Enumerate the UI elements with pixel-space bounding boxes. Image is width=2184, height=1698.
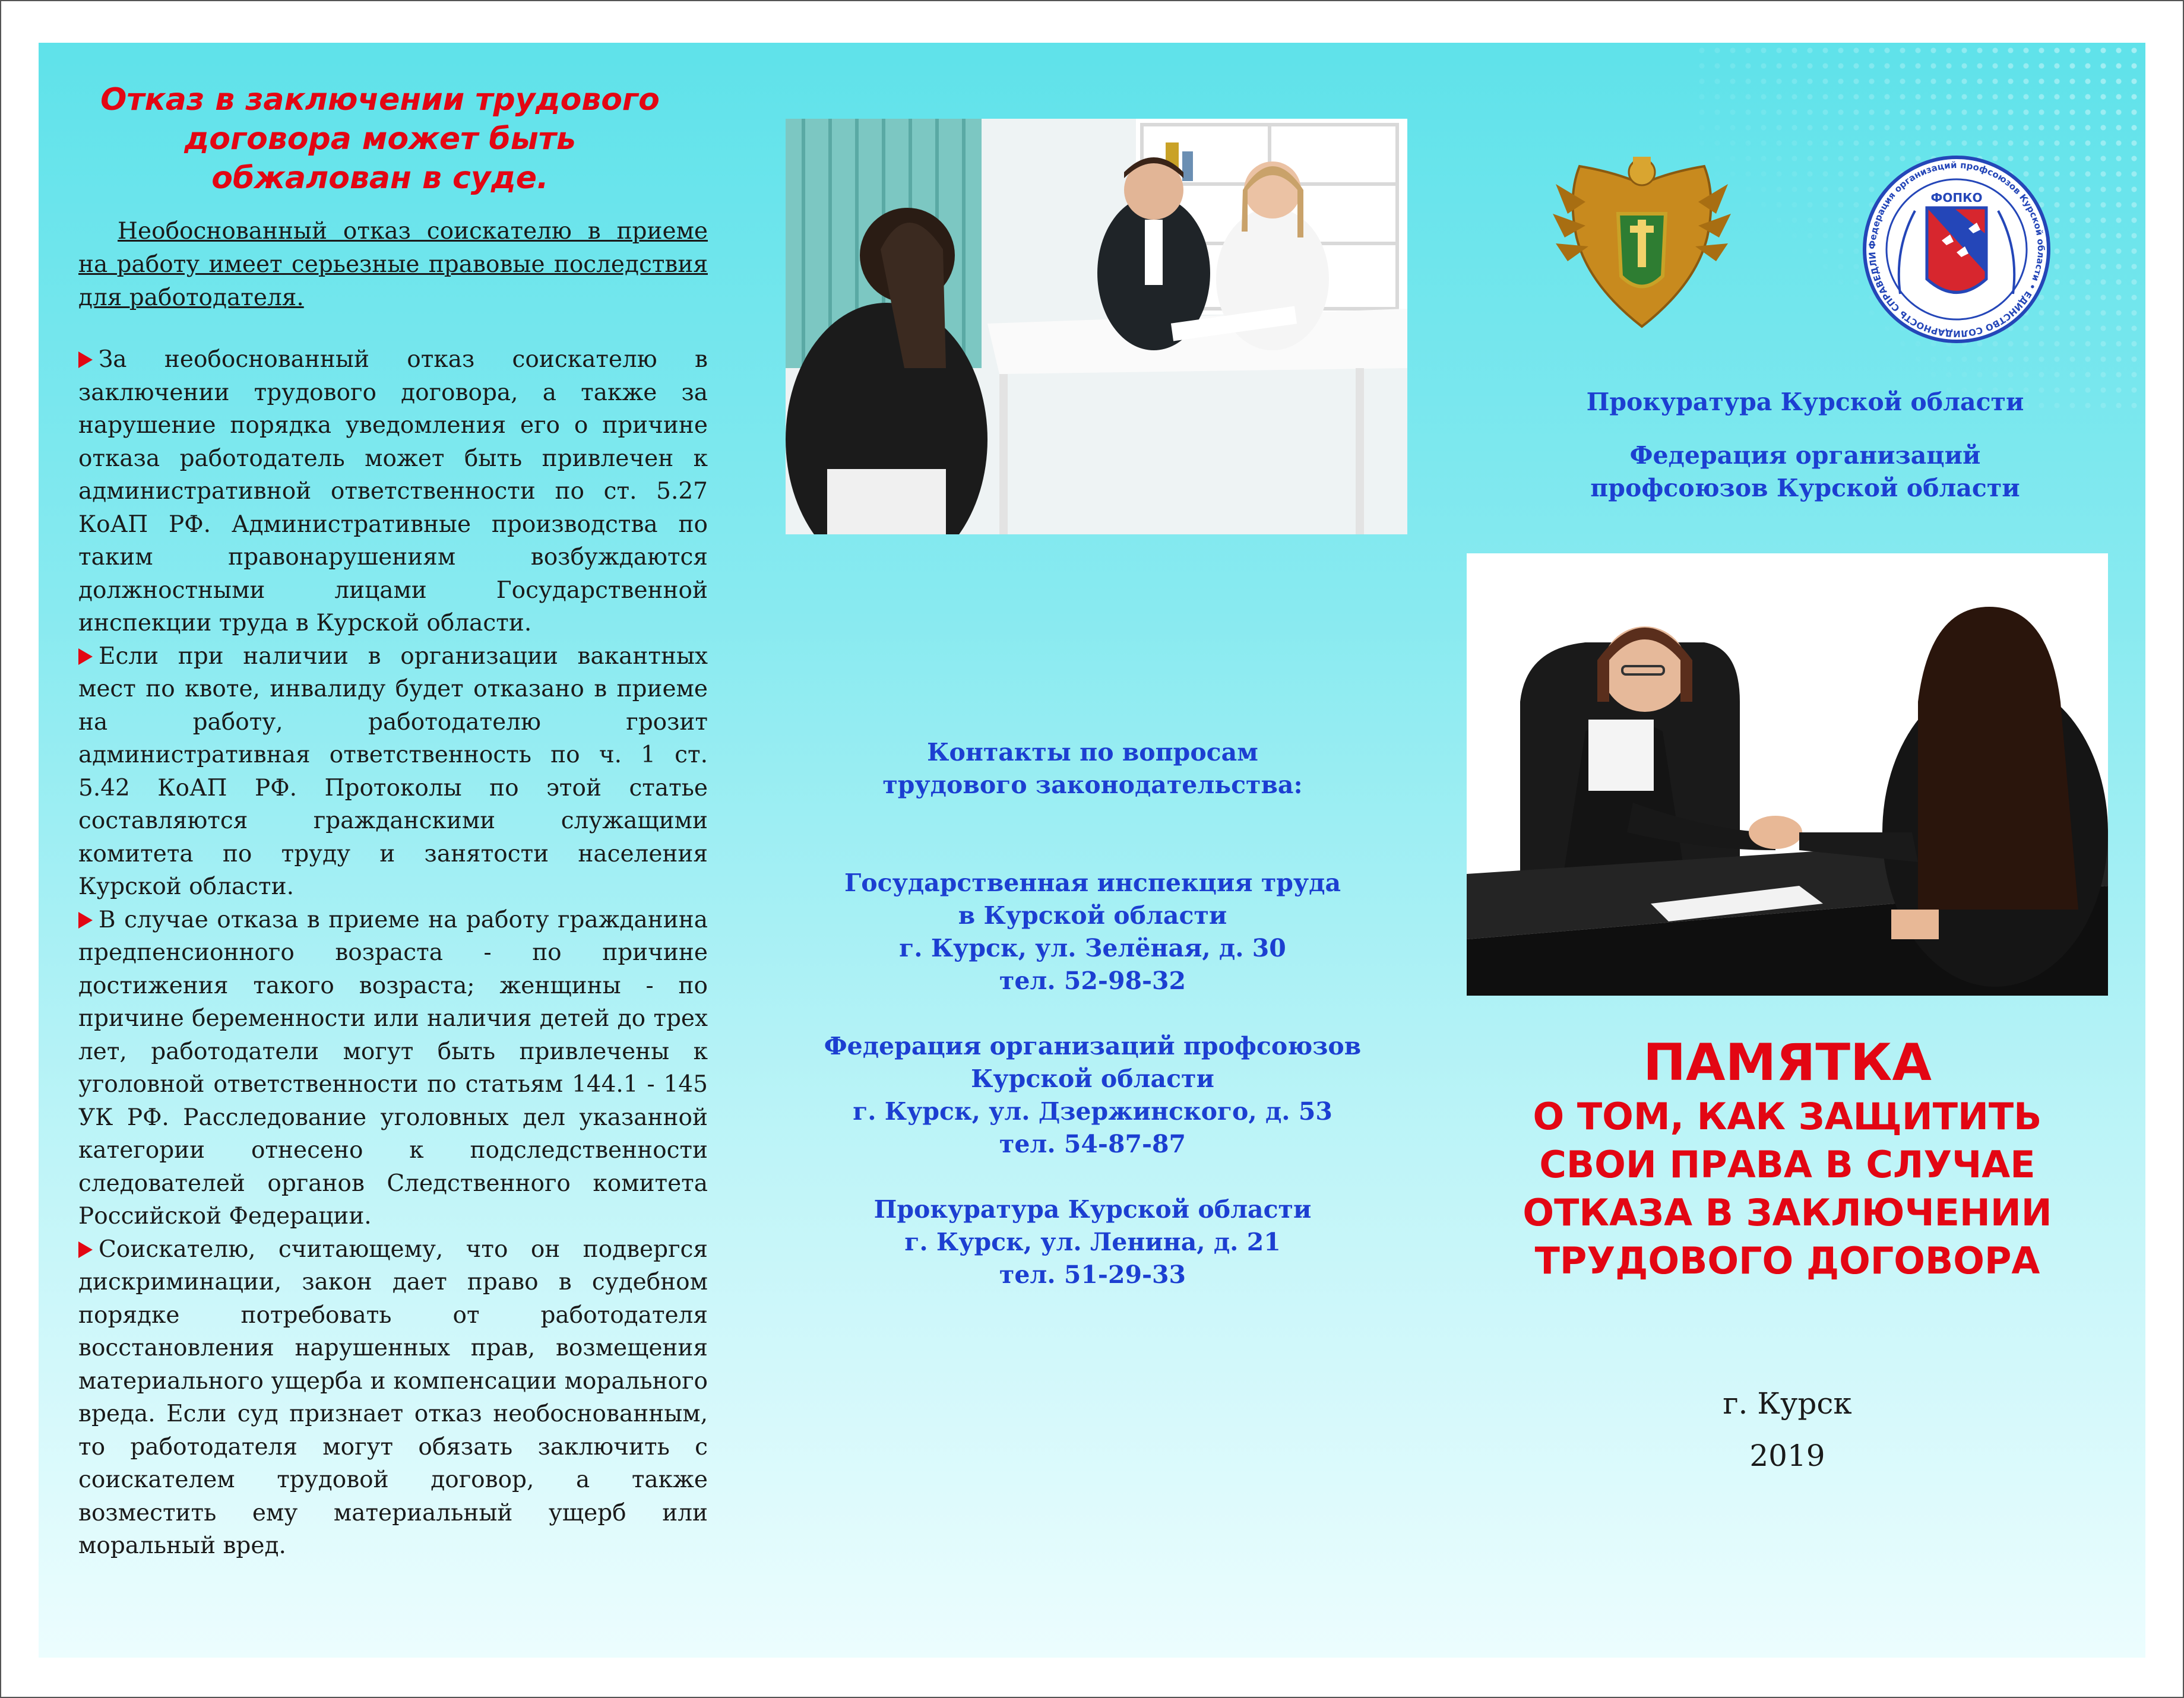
list-item: Соискателю, считающему, что он подвергся дискриминации, закон дает право в судебном порядке потребовать от работодателя восстановления нарушенных прав, возмещения материального ущерба и компенсации морального вреда. Если суд признает отказ необоснованным, то работодателя могут обязать заключить с соискателем трудовой договор, а также возместить ему материальный ущерб или моральный вред. — [78, 1236, 708, 1559]
list-item: В случае отказа в приеме на работу гражданина предпенсионного возраста - по причине достижения такого возраста; женщины - по причине беременности или наличия детей до трех лет, работодатели могут быть привлечены к уголовной ответственности по статьям 144.1 - 145 УК РФ. Расследование уголовных дел указанной категории отнесено к подследственности следователей органов Следственного комитета Российской Федерации. — [78, 906, 708, 1230]
contacts-section — [814, 736, 1372, 1324]
interview-photo-illustration — [786, 119, 1407, 534]
org-trade-unions: Федерация организаций профсоюзов Курской области — [1590, 441, 2020, 502]
city-year — [1704, 1377, 1870, 1482]
left-list — [78, 343, 708, 1563]
title-main: ПАМЯТКА — [1643, 1033, 1932, 1092]
fopko-logo-icon — [1859, 151, 2055, 347]
red-arrow-icon — [78, 351, 93, 368]
red-arrow-icon — [78, 648, 93, 665]
contact-block-labor-inspection: Государственная инспекция труда в Курской области г. Курск, ул. Зелёная, д. 30 тел. 52-98-32 — [844, 869, 1341, 995]
contacts-heading: Контакты по вопросам трудового законодательства: — [882, 738, 1303, 799]
handshake-photo — [1467, 553, 2108, 996]
red-arrow-icon — [78, 912, 93, 929]
left-heading: Отказ в заключении трудового договора может быть обжалован в суде. — [100, 82, 660, 196]
year-label: 2019 — [1749, 1439, 1825, 1473]
red-arrow-icon — [78, 1241, 93, 1258]
org-prosecutor: Прокуратура Курской области — [1586, 388, 2024, 416]
interview-photo — [786, 119, 1407, 534]
city-label: г. Курск — [1723, 1386, 1852, 1421]
contact-block-prosecutor: Прокуратура Курской области г. Курск, ул. Ленина, д. 21 тел. 51-29-33 — [873, 1195, 1312, 1289]
left-lead-text: Необоснованный отказ соискателю в приеме на работу имеет серьезные правовые последствия для работодателя. — [78, 218, 708, 311]
fopko-ring-text: Федерация организаций профсоюзов Курской области • ЕДИНСТВО СОЛИДАРНОСТЬ СПРАВЕДЛИ — [1866, 159, 2047, 340]
leaflet-title: ПАМЯТКА О ТОМ, КАК ЗАЩИТИТЬ СВОИ ПРАВА В СЛУЧАЕ ОТКАЗА В ЗАКЛЮЧЕНИИ ТРУДОВОГО ДОГОВОРА — [1467, 1033, 2108, 1285]
list-item: Если при наличии в организации вакантных мест по квоте, инвалиду будет отказано в приеме на работу, работодателю грозит административная ответственность по ч. 1 ст. 5.42 КоАП РФ. Протоколы по этой статье составляются гражданскими служащими комитета по труду и занятости населения Курской области. — [78, 642, 708, 900]
contact-block-trade-unions: Федерация организаций профсоюзов Курской области г. Курск, ул. Дзержинского, д. 53 тел. 54-87-87 — [824, 1032, 1362, 1158]
prosecutor-emblem-icon — [1544, 148, 1740, 344]
list-item: За необоснованный отказ соискателю в заключении трудового договора, а также за нарушение порядка уведомления его о причине отказа работодатель может быть привлечен к административной ответственности по ст. 5.27 КоАП РФ. Административные производства по таким правонарушениям возбуждаются должностными лицами Государственной инспекции труда в Курской области. — [78, 346, 708, 636]
handshake-photo-illustration — [1467, 553, 2108, 996]
fopko-label: ФОПКО — [1930, 191, 1983, 205]
